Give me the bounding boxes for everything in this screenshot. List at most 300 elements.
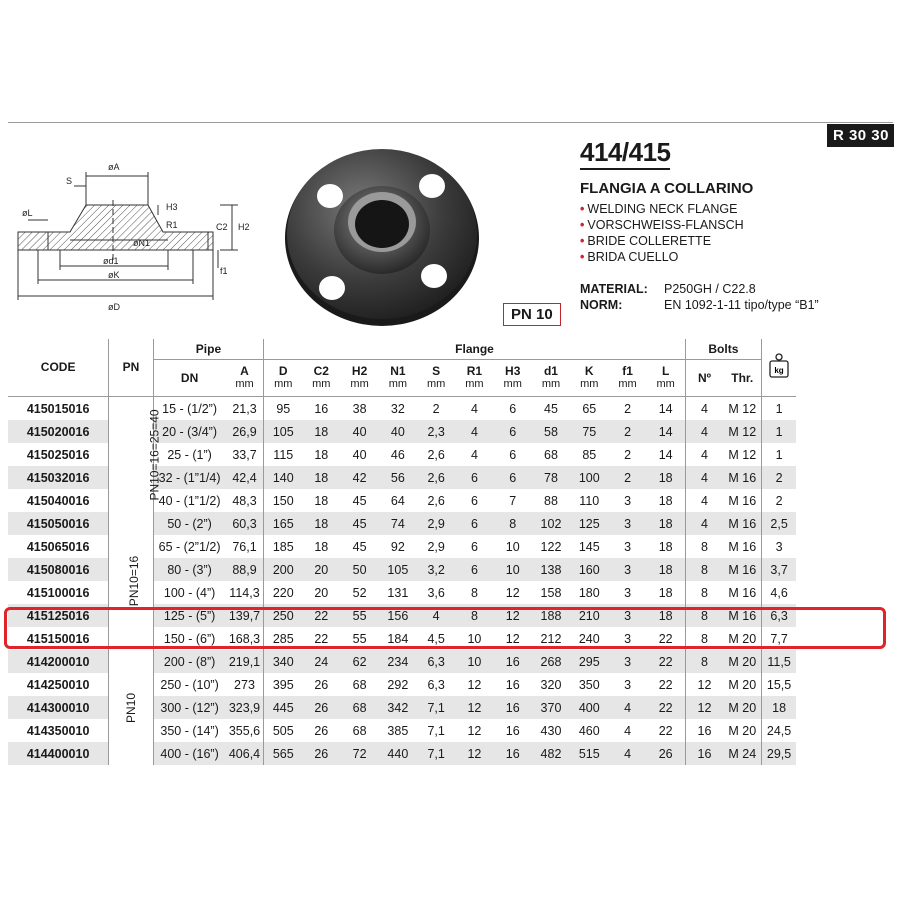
cell-dn: 150 - (6”): [153, 627, 226, 650]
cell-k: 515: [570, 742, 608, 765]
cell-s: 7,1: [417, 742, 455, 765]
cell-f1: 4: [624, 723, 632, 738]
cell-no: 4: [685, 489, 723, 512]
header-pipe: Pipe: [153, 339, 264, 360]
cell-r1: 8: [470, 585, 478, 600]
cell-n1: 440: [379, 742, 417, 765]
cell-a: 219,1: [226, 650, 264, 673]
cell-d1: 212: [540, 631, 562, 646]
label-oL: øL: [22, 208, 33, 218]
cell-code: 415125016: [8, 604, 109, 627]
cell-h2: 38: [352, 401, 367, 416]
cell-k: 100: [570, 466, 608, 489]
col-header-no: Nº: [685, 360, 723, 397]
cell-no: 8: [685, 581, 723, 604]
cell-d1: 482: [532, 742, 570, 765]
cell-weight: 11,5: [762, 650, 796, 673]
cell-f1: 3: [624, 493, 632, 508]
cell-h2: 68: [352, 677, 367, 692]
header-weight: [762, 339, 796, 397]
cell-thr: M 16: [723, 604, 761, 627]
cell-l: 22: [647, 650, 685, 673]
cell-code: 415050016: [8, 512, 109, 535]
cell-code: 415065016: [26, 539, 90, 554]
cell-d1: 102: [532, 512, 570, 535]
table-row: [8, 397, 796, 421]
cell-n1: 92: [390, 539, 405, 554]
norm-label: NORM:: [580, 298, 623, 312]
pn-rating-badge: PN 10: [503, 303, 561, 326]
cell-r1: 12: [455, 696, 493, 719]
col-header-d: D mm: [264, 360, 302, 397]
cell-code: 414300010: [8, 696, 109, 719]
cell-c2: 24: [302, 650, 340, 673]
cell-c2: 20: [302, 558, 340, 581]
cell-c2: 26: [302, 742, 340, 765]
cell-d1: 188: [532, 604, 570, 627]
cell-r1: 12: [467, 677, 482, 692]
cell-s: 3,6: [427, 585, 445, 600]
col-header-n1: N1 mm: [379, 360, 417, 397]
cell-l: 18: [647, 558, 685, 581]
cell-dn: 32 - (1”1/4): [153, 466, 226, 489]
cell-h3: 16: [494, 650, 532, 673]
cell-r1: 10: [467, 631, 482, 646]
series-badge: R 30 30: [827, 124, 894, 147]
cell-dn: 100 - (4”): [153, 581, 226, 604]
cell-n1: 74: [379, 512, 417, 535]
label-oA: øA: [108, 162, 120, 172]
cell-k: 65: [582, 401, 597, 416]
cell-l: 14: [658, 447, 673, 462]
cell-c2: 18: [302, 466, 340, 489]
cell-weight: 7,7: [762, 627, 796, 650]
cell-d: 285: [264, 627, 302, 650]
norm-value: EN 1092-1-11 tipo/type “B1”: [664, 298, 819, 312]
cell-a: 42,4: [226, 466, 264, 489]
translation-item: • VORSCHWEISS-FLANSCH: [580, 218, 744, 232]
cell-s: 2,6: [417, 466, 455, 489]
cell-thr: M 20: [723, 650, 761, 673]
cell-k: 240: [578, 631, 600, 646]
cell-thr: M 16: [723, 558, 761, 581]
cell-h2: 50: [340, 558, 378, 581]
label-R1: R1: [166, 220, 178, 230]
cell-n1: 32: [390, 401, 405, 416]
label-H3: H3: [166, 202, 178, 212]
cell-code: 415015016: [26, 401, 90, 416]
cell-dn: 25 - (1”): [153, 443, 226, 466]
cell-f1: 3: [608, 558, 646, 581]
cell-l: 22: [658, 631, 673, 646]
cell-thr: M 16: [723, 466, 761, 489]
cell-k: 75: [570, 420, 608, 443]
translation-item: • BRIDE COLLERETTE: [580, 234, 712, 248]
cell-dn: 125 - (5”): [153, 604, 226, 627]
cell-weight: 6,3: [762, 604, 796, 627]
cell-a: 355,6: [228, 723, 261, 738]
cell-d: 250: [264, 604, 302, 627]
cell-d: 395: [264, 673, 302, 696]
cell-c2: 18: [302, 420, 340, 443]
cell-n1: 385: [387, 723, 409, 738]
cell-d1: 320: [540, 677, 562, 692]
cell-d: 95: [264, 397, 302, 421]
cell-f1: 3: [624, 585, 632, 600]
cell-r1: 4: [470, 447, 478, 462]
cell-k: 180: [578, 585, 600, 600]
cell-d: 115: [264, 443, 302, 466]
cell-f1: 2: [624, 401, 632, 416]
cell-h3: 10: [505, 539, 520, 554]
cell-h2: 40: [352, 447, 367, 462]
cell-a: 139,7: [226, 604, 264, 627]
cell-f1: 3: [608, 650, 646, 673]
cell-d1: 78: [532, 466, 570, 489]
cell-thr: M 12: [728, 447, 757, 462]
cell-a: 60,3: [226, 512, 264, 535]
cell-code: 415100016: [26, 585, 90, 600]
header-bolts: Bolts: [685, 339, 762, 360]
label-oN1: øN1: [133, 238, 151, 248]
cell-dn: 250 - (10”): [153, 673, 226, 696]
cell-s: 6,3: [417, 650, 455, 673]
cell-n1: 156: [379, 604, 417, 627]
svg-text:kg: kg: [774, 366, 784, 375]
cell-f1: 4: [608, 696, 646, 719]
cell-n1: 46: [390, 447, 405, 462]
cell-thr: M 20: [728, 631, 757, 646]
cell-h3: 7: [509, 493, 517, 508]
cell-d: 200: [264, 558, 302, 581]
col-header-thr: Thr.: [723, 360, 761, 397]
cell-s: 4: [417, 604, 455, 627]
cell-d: 505: [264, 719, 302, 742]
table-row: [8, 512, 796, 535]
cell-d: 220: [264, 581, 302, 604]
cell-f1: 3: [608, 604, 646, 627]
cell-s: 2,6: [427, 493, 445, 508]
cell-weight: 1: [762, 420, 796, 443]
flange-technical-drawing: [8, 150, 270, 320]
cell-s: 4,5: [427, 631, 445, 646]
cell-r1: 10: [455, 650, 493, 673]
cell-thr: M 24: [723, 742, 761, 765]
material-label: MATERIAL:: [580, 282, 648, 296]
cell-f1: 2: [608, 466, 646, 489]
cell-d1: 68: [544, 447, 558, 462]
cell-dn: 50 - (2”): [153, 512, 226, 535]
cell-h2: 72: [340, 742, 378, 765]
cell-no: 4: [685, 420, 723, 443]
cell-k: 110: [579, 493, 600, 508]
cell-l: 18: [647, 604, 685, 627]
cell-s: 2: [432, 401, 440, 416]
col-header-s: S mm: [417, 360, 455, 397]
cell-h3: 10: [494, 558, 532, 581]
cell-d: 340: [264, 650, 302, 673]
cell-l: 18: [658, 493, 673, 508]
cell-d1: 88: [544, 493, 558, 508]
cell-s: 7,1: [427, 723, 445, 738]
cell-code: 415040016: [26, 493, 90, 508]
cell-h3: 12: [505, 585, 520, 600]
cell-d: 185: [264, 535, 302, 558]
cell-thr: M 20: [728, 723, 757, 738]
cell-d1: 430: [540, 723, 562, 738]
cell-h2: 42: [340, 466, 378, 489]
cell-h2: 68: [340, 696, 378, 719]
cell-n1: 342: [379, 696, 417, 719]
header-pn: PN: [109, 339, 153, 397]
cell-no: 4: [685, 443, 723, 466]
cell-no: 8: [685, 627, 723, 650]
cell-dn: 200 - (8”): [153, 650, 226, 673]
cell-weight: 29,5: [762, 742, 796, 765]
cell-h3: 6: [509, 447, 517, 462]
dimensions-table: [8, 339, 796, 765]
cell-l: 22: [647, 696, 685, 719]
label-S: S: [66, 176, 73, 186]
cell-thr: M 16: [728, 539, 757, 554]
cell-code: 415020016: [8, 420, 109, 443]
cell-a: 323,9: [226, 696, 264, 719]
cell-k: 85: [582, 447, 597, 462]
cell-h3: 16: [505, 723, 520, 738]
cell-f1: 3: [608, 512, 646, 535]
cell-c2: 26: [302, 696, 340, 719]
cell-f1: 3: [624, 677, 632, 692]
cell-l: 14: [647, 420, 685, 443]
cell-r1: 4: [470, 401, 478, 416]
cell-f1: 2: [624, 447, 632, 462]
cell-h2: 45: [352, 539, 367, 554]
cell-d: 140: [264, 466, 302, 489]
cell-no: 8: [685, 535, 723, 558]
weight-icon: [768, 353, 790, 379]
product-title-block: [580, 138, 880, 313]
top-divider: [8, 122, 893, 123]
cell-f1: 3: [624, 539, 632, 554]
translation-item: • BRIDA CUELLO: [580, 250, 679, 264]
cell-s: 3,2: [417, 558, 455, 581]
cell-thr: M 12: [723, 420, 761, 443]
col-header-h3: H3 mm: [494, 360, 532, 397]
cell-weight: 1: [762, 443, 796, 466]
cell-c2: 26: [314, 677, 329, 692]
cell-l: 18: [658, 585, 673, 600]
cell-d: 565: [264, 742, 302, 765]
cell-weight: 18: [762, 696, 796, 719]
cell-c2: 22: [314, 631, 329, 646]
cell-n1: 56: [379, 466, 417, 489]
table-row: [8, 650, 796, 673]
translation-list: [580, 201, 880, 265]
cell-d1: 158: [540, 585, 562, 600]
cell-c2: 18: [314, 539, 329, 554]
cell-c2: 18: [302, 512, 340, 535]
cell-r1: 6: [470, 539, 478, 554]
cell-h2: 55: [340, 604, 378, 627]
cell-h3: 8: [494, 512, 532, 535]
cell-no: 8: [685, 650, 723, 673]
cell-a: 168,3: [228, 631, 261, 646]
cell-thr: M 20: [723, 696, 761, 719]
cell-code: 415025016: [26, 447, 90, 462]
cell-n1: 131: [387, 585, 409, 600]
cell-no: 16: [685, 742, 723, 765]
cell-h3: 6: [509, 401, 517, 416]
cell-n1: 105: [379, 558, 417, 581]
cell-h3: 16: [494, 696, 532, 719]
cell-no: 8: [685, 604, 723, 627]
flange-product-image: [282, 138, 482, 328]
cell-l: 22: [658, 723, 673, 738]
cell-f1: 2: [608, 420, 646, 443]
cell-thr: M 12: [728, 401, 757, 416]
cell-code: 415080016: [8, 558, 109, 581]
cell-weight: 15,5: [762, 673, 796, 696]
label-C2: C2: [216, 222, 228, 232]
spec-block: [580, 281, 880, 313]
cell-s: 2,3: [417, 420, 455, 443]
cell-d: 445: [264, 696, 302, 719]
cell-k: 160: [570, 558, 608, 581]
cell-code: 415032016: [8, 466, 109, 489]
dimensions-table-wrapper: [8, 339, 796, 765]
col-header-h2: H2 mm: [340, 360, 378, 397]
cell-no: 8: [685, 558, 723, 581]
cell-h2: 55: [352, 631, 367, 646]
cell-pn-group: PN10: [109, 650, 153, 765]
cell-c2: 26: [314, 723, 329, 738]
cell-dn: 80 - (3”): [153, 558, 226, 581]
cell-s: 2,9: [417, 512, 455, 535]
model-number: 414/415: [580, 138, 670, 170]
header-code: CODE: [8, 339, 109, 397]
cell-weight: 2,5: [762, 512, 796, 535]
cell-weight: 3: [762, 535, 796, 558]
cell-d1: 45: [544, 401, 558, 416]
cell-a: 26,9: [226, 420, 264, 443]
material-value: P250GH / C22.8: [664, 282, 756, 296]
cell-r1: 6: [470, 493, 478, 508]
cell-d: 165: [264, 512, 302, 535]
cell-dn: 400 - (16”): [153, 742, 226, 765]
cell-s: 2,6: [427, 447, 445, 462]
cell-r1: 12: [467, 723, 482, 738]
cell-n1: 234: [379, 650, 417, 673]
cell-pn-group: PN10=16=25=40: [109, 397, 153, 513]
cell-d1: 268: [532, 650, 570, 673]
cell-r1: 6: [455, 512, 493, 535]
cell-h3: 12: [494, 604, 532, 627]
cell-thr: M 16: [723, 512, 761, 535]
label-oK: øK: [108, 270, 120, 280]
cell-n1: 40: [379, 420, 417, 443]
cell-no: 16: [685, 719, 723, 742]
cell-l: 18: [647, 466, 685, 489]
cell-thr: M 16: [728, 585, 757, 600]
cell-s: 7,1: [417, 696, 455, 719]
cell-r1: 6: [455, 558, 493, 581]
highlighted-row-marker: [4, 607, 886, 649]
cell-k: 125: [570, 512, 608, 535]
cell-d1: 58: [532, 420, 570, 443]
cell-c2: 22: [302, 604, 340, 627]
cell-l: 18: [647, 512, 685, 535]
cell-d1: 122: [540, 539, 562, 554]
header-flange: Flange: [264, 339, 685, 360]
cell-h2: 45: [340, 512, 378, 535]
cell-h3: 16: [494, 742, 532, 765]
col-header-a: A mm: [226, 360, 264, 397]
cell-weight: 4,6: [762, 581, 796, 604]
cell-k: 400: [570, 696, 608, 719]
cell-code: 415150016: [26, 631, 90, 646]
cell-n1: 184: [387, 631, 409, 646]
cell-h2: 62: [340, 650, 378, 673]
cell-c2: 18: [314, 447, 329, 462]
label-oD: øD: [108, 302, 120, 312]
cell-d: 150: [264, 489, 302, 512]
cell-l: 18: [658, 539, 673, 554]
product-name: FLANGIA A COLLARINO: [580, 180, 754, 197]
cell-a: 273: [234, 677, 255, 692]
col-header-l: L mm: [647, 360, 685, 397]
cell-k: 295: [570, 650, 608, 673]
cell-k: 460: [578, 723, 600, 738]
label-od1: ød1: [103, 256, 119, 266]
cell-r1: 8: [455, 604, 493, 627]
cell-a: 88,9: [226, 558, 264, 581]
cell-s: 2,9: [427, 539, 445, 554]
col-header-r1: R1 mm: [455, 360, 493, 397]
cell-r1: 4: [455, 420, 493, 443]
cell-k: 145: [578, 539, 600, 554]
translation-item: • WELDING NECK FLANGE: [580, 202, 738, 216]
cell-weight: 3,7: [762, 558, 796, 581]
cell-no: 12: [685, 673, 723, 696]
cell-s: 6,3: [427, 677, 445, 692]
cell-code: 414350010: [26, 723, 90, 738]
cell-dn: 15 - (1/2”): [153, 397, 226, 421]
col-header-d1: d1 mm: [532, 360, 570, 397]
cell-f1: 3: [624, 631, 632, 646]
label-H2: H2: [238, 222, 250, 232]
cell-dn: 350 - (14”): [153, 719, 226, 742]
cell-a: 48,3: [232, 493, 257, 508]
cell-h2: 40: [340, 420, 378, 443]
cell-c2: 18: [314, 493, 329, 508]
cell-a: 76,1: [232, 539, 257, 554]
cell-code: 414250010: [26, 677, 90, 692]
cell-no: 4: [685, 397, 723, 421]
cell-thr: M 16: [728, 493, 757, 508]
cell-no: 12: [685, 696, 723, 719]
cell-dn: 300 - (12”): [153, 696, 226, 719]
cell-dn: 20 - (3/4”): [153, 420, 226, 443]
col-header-dn: DN: [153, 360, 226, 397]
cell-d: 105: [264, 420, 302, 443]
cell-dn: 65 - (2”1/2): [153, 535, 226, 558]
cell-pn-group: PN10=16: [109, 512, 153, 650]
cell-l: 26: [647, 742, 685, 765]
cell-no: 4: [685, 466, 723, 489]
col-header-f1: f1 mm: [608, 360, 646, 397]
cell-n1: 64: [390, 493, 405, 508]
cell-d1: 138: [532, 558, 570, 581]
